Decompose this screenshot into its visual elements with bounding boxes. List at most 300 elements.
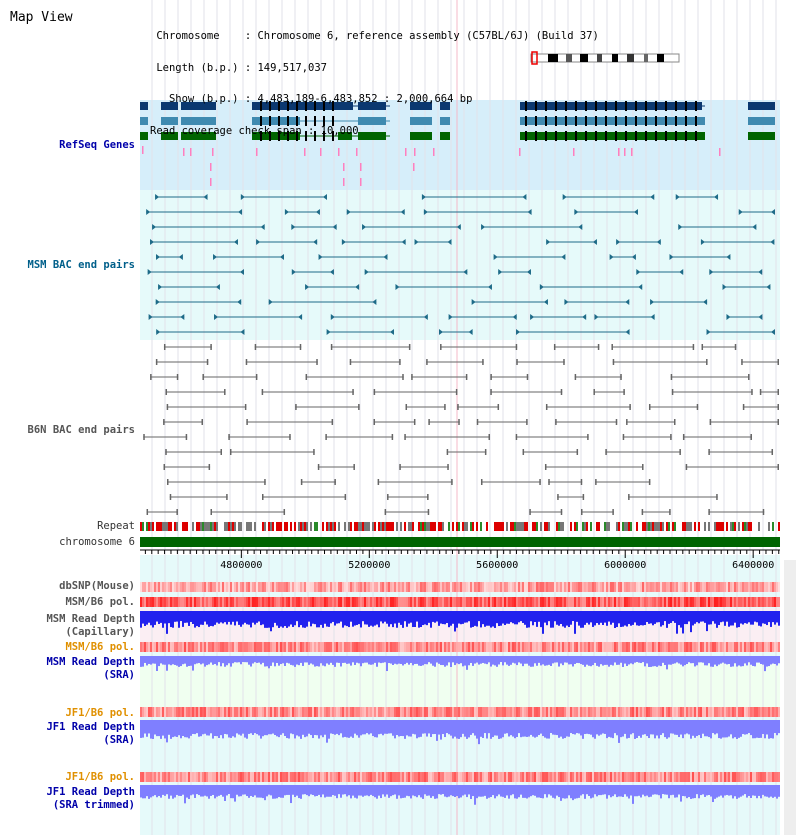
jf1-b6-pol-2-density-cell [272,772,274,782]
axis-tick-label: 6400000 [732,560,775,571]
msm-depth-capillary-bar [472,611,474,627]
msm-depth-capillary-bar [652,611,654,625]
jf1-b6-pol-density-cell [368,707,370,717]
jf1-depth-sra-bar [732,720,734,738]
msm-depth-sra-bar [274,656,276,666]
repeat-element [718,522,720,531]
jf1-depth-trimmed-bar [640,785,642,797]
repeat-element [476,522,478,531]
jf1-depth-sra-bar [558,720,560,738]
msm-depth-sra-bar [286,656,288,663]
gene-exon-tick [605,131,607,141]
dbsnp-density-cell [204,582,206,592]
msm-depth-sra-bar [392,656,394,665]
dbsnp-density-cell [348,582,350,592]
jf1-depth-sra-bar [254,720,256,733]
track-label-msm-b6-pol[interactable]: MSM/B6 pol. [65,596,135,608]
track-label-jf1-b6-pol-2[interactable]: JF1/B6 pol. [65,771,135,783]
jf1-depth-sra-bar [516,720,518,737]
jf1-depth-sra-bar [302,720,304,735]
msm-b6-pol-2-density-cell [516,642,518,652]
jf1-depth-trimmed-bar [612,785,614,796]
msm-b6-pol-density-cell [544,597,546,607]
jf1-b6-pol-2-density-cell [306,772,308,782]
jf1-b6-pol-2-density-cell [360,772,362,782]
jf1-b6-pol-2-density-cell [626,772,628,782]
msm-b6-pol-density-cell [484,597,486,607]
jf1-b6-pol-2-density-cell [666,772,668,782]
msm-depth-capillary-bar [576,611,578,622]
jf1-depth-sra-bar [724,720,726,737]
msm-depth-capillary-bar [540,611,542,627]
msm-depth-sra-bar [694,656,696,666]
msm-depth-sra-bar [642,656,644,662]
msm-b6-pol-density-cell [370,597,372,607]
jf1-depth-trimmed-bar [320,785,322,797]
dbsnp-density-cell [608,582,610,592]
msm-depth-sra-bar [202,656,204,663]
msm-b6-pol-density-cell [534,597,536,607]
dbsnp-density-cell [666,582,668,592]
dbsnp-density-cell [776,582,778,592]
msm-b6-pol-2-density-cell [332,642,334,652]
repeat-element [570,522,572,531]
dbsnp-density-cell [618,582,620,592]
jf1-depth-sra-bar [534,720,536,738]
ideogram-band [644,54,648,62]
msm-b6-pol-2-density-cell [210,642,212,652]
jf1-depth-sra-bar [364,720,366,734]
jf1-b6-pol-density-cell [324,707,326,717]
dbsnp-density-cell [704,582,706,592]
msm-depth-sra-bar [710,656,712,667]
refseq-pink-mark [210,163,212,171]
track-label-msm-b6-pol-2[interactable]: MSM/B6 pol. [65,641,135,653]
msm-b6-pol-2-density-cell [712,642,714,652]
jf1-depth-sra-bar [738,720,740,738]
msm-b6-pol-2-density-cell [172,642,174,652]
dbsnp-density-cell [566,582,568,592]
msm-b6-pol-density-cell [628,597,630,607]
jf1-depth-trimmed-bar [200,785,202,797]
msm-depth-capillary-bar [396,611,398,628]
repeat-element [280,522,282,531]
msm-depth-sra-bar [450,656,452,667]
jf1-depth-trimmed-bar [168,785,170,799]
jf1-depth-sra-bar [696,720,698,736]
msm-b6-pol-2-density-cell [432,642,434,652]
track-label-jf1-b6-pol[interactable]: JF1/B6 pol. [65,707,135,719]
msm-b6-pol-2-density-cell [568,642,570,652]
msm-depth-sra-bar [438,656,440,664]
b6n-bac-end-marker [743,404,745,410]
msm-b6-pol-density-cell [418,597,420,607]
jf1-b6-pol-2-density-cell [534,772,536,782]
dbsnp-density-cell [652,582,654,592]
msm-depth-sra-bar [386,656,388,671]
msm-b6-pol-2-density-cell [502,642,504,652]
msm-b6-pol-2-density-cell [364,642,366,652]
msm-b6-pol-2-density-cell [528,642,530,652]
jf1-b6-pol-2-density-cell [158,772,160,782]
jf1-b6-pol-density-cell [392,707,394,717]
jf1-depth-sra-bar [486,720,488,739]
msm-b6-pol-density-cell [398,597,400,607]
msm-b6-pol-2-density-cell [750,642,752,652]
jf1-b6-pol-2-density-cell [270,772,272,782]
dbsnp-density-cell [612,582,614,592]
msm-depth-capillary-bar [316,611,318,627]
msm-depth-capillary-bar [696,611,698,622]
dbsnp-density-cell [682,582,684,592]
jf1-depth-sra-bar [520,720,522,737]
msm-b6-pol-density-cell [308,597,310,607]
msm-b6-pol-density-cell [548,597,550,607]
msm-b6-pol-2-density-cell [726,642,728,652]
jf1-depth-sra-bar [240,720,242,736]
jf1-b6-pol-density-cell [276,707,278,717]
jf1-b6-pol-2-density-cell [678,772,680,782]
jf1-b6-pol-density-cell [210,707,212,717]
dbsnp-density-cell [216,582,218,592]
jf1-b6-pol-density-cell [280,707,282,717]
msm-b6-pol-2-density-cell [200,642,202,652]
jf1-depth-sra-bar [374,720,376,737]
repeat-element [226,522,228,531]
b6n-bac-end-marker [202,419,204,425]
jf1-b6-pol-density-cell [354,707,356,717]
b6n-bac-end-marker [221,449,223,455]
jf1-depth-sra-bar [276,720,278,736]
jf1-b6-pol-density-cell [644,707,646,717]
msm-b6-pol-2-density-cell [438,642,440,652]
jf1-b6-pol-density-cell [650,707,652,717]
msm-depth-sra-bar [686,656,688,664]
jf1-b6-pol-density-cell [528,707,530,717]
msm-b6-pol-density-cell [626,597,628,607]
refseq-pink-mark [142,146,144,154]
msm-b6-pol-density-cell [488,597,490,607]
msm-b6-pol-density-cell [650,597,652,607]
jf1-depth-sra-bar [324,720,326,735]
track-label-msm-depth-sra-sub: (SRA) [103,669,135,681]
jf1-b6-pol-density-cell [636,707,638,717]
jf1-depth-trimmed-bar [490,785,492,797]
jf1-b6-pol-2-density-cell [722,772,724,782]
msm-depth-sra-bar [312,656,314,665]
msm-b6-pol-density-cell [408,597,410,607]
track-label-dbsnp[interactable]: dbSNP(Mouse) [59,580,135,592]
jf1-b6-pol-2-density-cell [776,772,778,782]
jf1-b6-pol-density-cell [428,707,430,717]
refseq-pink-mark [360,163,362,171]
jf1-depth-trimmed-bar [458,785,460,798]
msm-b6-pol-density-cell [250,597,252,607]
jf1-depth-trimmed-bar [556,785,558,796]
jf1-depth-trimmed-bar [276,785,278,798]
jf1-b6-pol-density-cell [530,707,532,717]
msm-depth-capillary-bar [270,611,272,631]
msm-depth-capillary-bar [240,611,242,627]
repeat-element [380,522,382,531]
repeat-element [374,522,376,531]
jf1-depth-sra-bar [482,720,484,738]
msm-b6-pol-density-cell [740,597,742,607]
dbsnp-density-cell [210,582,212,592]
track-label-refseq[interactable]: RefSeq Genes [59,139,135,151]
msm-depth-sra-bar [704,656,706,665]
track-label-msm-bac[interactable]: MSM BAC end pairs [27,259,135,271]
repeat-element [182,522,184,531]
msm-b6-pol-2-density-cell [624,642,626,652]
jf1-depth-trimmed-bar [730,785,732,795]
jf1-depth-sra-bar [716,720,718,733]
jf1-depth-trimmed-bar [714,785,716,799]
msm-b6-pol-density-cell [690,597,692,607]
jf1-depth-sra-bar [268,720,270,734]
msm-depth-sra-bar [636,656,638,662]
jf1-depth-sra-bar [576,720,578,733]
msm-b6-pol-density-cell [678,597,680,607]
msm-b6-pol-2-density-cell [174,642,176,652]
msm-depth-capillary-bar [214,611,216,625]
jf1-b6-pol-density-cell [582,707,584,717]
jf1-depth-trimmed-bar [560,785,562,801]
b6n-bac-end-marker [669,509,671,515]
dbsnp-density-cell [656,582,658,592]
repeat-element [726,522,728,531]
jf1-b6-pol-2-density-cell [176,772,178,782]
msm-depth-sra-bar [548,656,550,665]
msm-b6-pol-2-density-cell [520,642,522,652]
repeat-element [520,522,522,531]
jf1-b6-pol-density-cell [600,707,602,717]
jf1-b6-pol-density-cell [772,707,774,717]
msm-depth-capillary-bar [180,611,182,621]
dbsnp-density-cell [436,582,438,592]
jf1-depth-trimmed-bar [288,785,290,795]
msm-depth-capillary-bar [394,611,396,624]
jf1-b6-pol-density-cell [608,707,610,717]
msm-b6-pol-density-cell [334,597,336,607]
msm-b6-pol-density-cell [188,597,190,607]
msm-b6-pol-2-density-cell [192,642,194,652]
dbsnp-density-cell [386,582,388,592]
msm-depth-capillary-bar [332,611,334,622]
jf1-depth-sra-bar [382,720,384,735]
msm-depth-sra-bar [352,656,354,662]
jf1-depth-sra-bar [548,720,550,739]
jf1-depth-sra-bar [410,720,412,737]
jf1-depth-trimmed-bar [600,785,602,795]
msm-depth-sra-bar [172,656,174,664]
jf1-b6-pol-2-density-cell [186,772,188,782]
msm-depth-sra-bar [344,656,346,663]
msm-depth-sra-bar [600,656,602,664]
msm-depth-capillary-bar [440,611,442,624]
msm-b6-pol-2-density-cell [328,642,330,652]
gene-exon-tick [695,101,697,111]
msm-depth-capillary-bar [676,611,678,634]
msm-depth-capillary-bar [388,611,390,627]
repeat-element [202,522,204,531]
jf1-depth-trimmed-bar [400,785,402,798]
jf1-depth-sra-bar [148,720,150,733]
jf1-depth-trimmed-bar [534,785,536,796]
jf1-b6-pol-density-cell [714,707,716,717]
msm-depth-capillary-bar [638,611,640,626]
msm-depth-sra-bar [146,656,148,665]
msm-b6-pol-2-density-cell [670,642,672,652]
repeat-element [344,522,346,531]
repeat-element [162,522,164,531]
msm-b6-pol-2-density-cell [626,642,628,652]
jf1-depth-trimmed-bar [572,785,574,800]
msm-b6-pol-2-density-cell [272,642,274,652]
gene-exon-tick [645,101,647,111]
b6n-bac-end-marker [523,449,525,455]
dbsnp-density-cell [600,582,602,592]
msm-depth-capillary-bar [536,611,538,627]
jf1-depth-sra-bar [472,720,474,733]
jf1-b6-pol-2-density-cell [226,772,228,782]
msm-b6-pol-density-cell [262,597,264,607]
msm-b6-pol-density-cell [518,597,520,607]
dbsnp-density-cell [162,582,164,592]
dbsnp-density-cell [388,582,390,592]
msm-depth-capillary-bar [462,611,464,624]
jf1-b6-pol-density-cell [444,707,446,717]
jf1-depth-sra-bar [682,720,684,738]
msm-b6-pol-2-density-cell [536,642,538,652]
repeat-element [410,522,412,531]
jf1-b6-pol-density-cell [746,707,748,717]
b6n-bac-end-marker [545,464,547,470]
dbsnp-density-cell [456,582,458,592]
track-label-jf1-depth-trimmed[interactable]: JF1 Read Depth [46,786,135,798]
jf1-b6-pol-density-cell [748,707,750,717]
msm-b6-pol-density-cell [448,597,450,607]
jf1-b6-pol-density-cell [580,707,582,717]
msm-depth-capillary-bar [346,611,348,626]
msm-depth-sra-bar [640,656,642,663]
jf1-b6-pol-density-cell [270,707,272,717]
jf1-b6-pol-2-density-cell [212,772,214,782]
msm-b6-pol-density-cell [536,597,538,607]
gene-exon-tick [635,131,637,141]
jf1-b6-pol-2-density-cell [386,772,388,782]
repeat-element [720,522,722,531]
msm-b6-pol-density-cell [236,597,238,607]
msm-b6-pol-2-density-cell [478,642,480,652]
jf1-b6-pol-2-density-cell [590,772,592,782]
dbsnp-density-cell [186,582,188,592]
repeat-element [730,522,732,531]
jf1-b6-pol-2-density-cell [182,772,184,782]
jf1-b6-pol-density-cell [438,707,440,717]
jf1-depth-sra-bar [160,720,162,739]
jf1-b6-pol-density-cell [518,707,520,717]
repeat-element [264,522,266,531]
msm-b6-pol-density-cell [330,597,332,607]
gene-exon [748,132,775,140]
jf1-depth-trimmed-bar [648,785,650,797]
msm-b6-pol-density-cell [656,597,658,607]
msm-depth-sra-bar [430,656,432,664]
jf1-b6-pol-density-cell [724,707,726,717]
jf1-b6-pol-density-cell [346,707,348,717]
jf1-b6-pol-density-cell [740,707,742,717]
jf1-b6-pol-density-cell [298,707,300,717]
msm-depth-capillary-bar [694,611,696,624]
msm-b6-pol-density-cell [414,597,416,607]
jf1-depth-trimmed-bar [306,785,308,795]
msm-depth-capillary-bar [466,611,468,622]
msm-b6-pol-density-cell [598,597,600,607]
msm-b6-pol-2-density-cell [640,642,642,652]
jf1-depth-trimmed-bar [318,785,320,795]
track-label-repeat[interactable]: Repeat [97,520,135,532]
track-label-msm-depth-sra[interactable]: MSM Read Depth [46,656,135,668]
msm-depth-sra-bar [422,656,424,665]
msm-depth-sra-bar [648,656,650,667]
jf1-b6-pol-2-density-cell [406,772,408,782]
msm-b6-pol-2-density-cell [370,642,372,652]
msm-b6-pol-2-density-cell [572,642,574,652]
jf1-depth-sra-bar [714,720,716,734]
msm-depth-sra-bar [288,656,290,663]
jf1-depth-sra-bar [550,720,552,733]
msm-b6-pol-density-cell [328,597,330,607]
jf1-depth-sra-bar [590,720,592,735]
msm-b6-pol-density-cell [400,597,402,607]
jf1-b6-pol-density-cell [776,707,778,717]
jf1-depth-sra-bar [648,720,650,738]
jf1-b6-pol-density-cell [312,707,314,717]
msm-depth-sra-bar [420,656,422,666]
track-label-b6n-bac[interactable]: B6N BAC end pairs [27,424,135,436]
jf1-b6-pol-2-density-cell [238,772,240,782]
track-label-jf1-depth-sra[interactable]: JF1 Read Depth [46,721,135,733]
msm-depth-sra-bar [158,656,160,666]
jf1-b6-pol-density-cell [450,707,452,717]
track-label-msm-depth-capillary[interactable]: MSM Read Depth [46,613,135,625]
jf1-b6-pol-density-cell [258,707,260,717]
jf1-b6-pol-density-cell [306,707,308,717]
msm-depth-capillary-bar [186,611,188,623]
msm-depth-sra-bar [270,656,272,666]
jf1-depth-trimmed-bar [290,785,292,803]
msm-b6-pol-density-cell [166,597,168,607]
dbsnp-density-cell [352,582,354,592]
msm-depth-sra-bar [576,656,578,663]
msm-depth-capillary-bar [218,611,220,624]
jf1-b6-pol-2-density-cell [342,772,344,782]
jf1-b6-pol-density-cell [762,707,764,717]
jf1-b6-pol-density-cell [292,707,294,717]
jf1-depth-sra-bar [210,720,212,733]
jf1-b6-pol-2-density-cell [228,772,230,782]
msm-b6-pol-2-density-cell [768,642,770,652]
repeat-element [418,522,420,531]
track-label-chromosome[interactable]: chromosome 6 [59,536,135,548]
jf1-depth-trimmed-bar [258,785,260,798]
msm-b6-pol-density-cell [224,597,226,607]
jf1-b6-pol-2-density-cell [440,772,442,782]
jf1-b6-pol-2-density-cell [588,772,590,782]
b6n-bac-end-marker [485,449,487,455]
jf1-b6-pol-2-density-cell [520,772,522,782]
